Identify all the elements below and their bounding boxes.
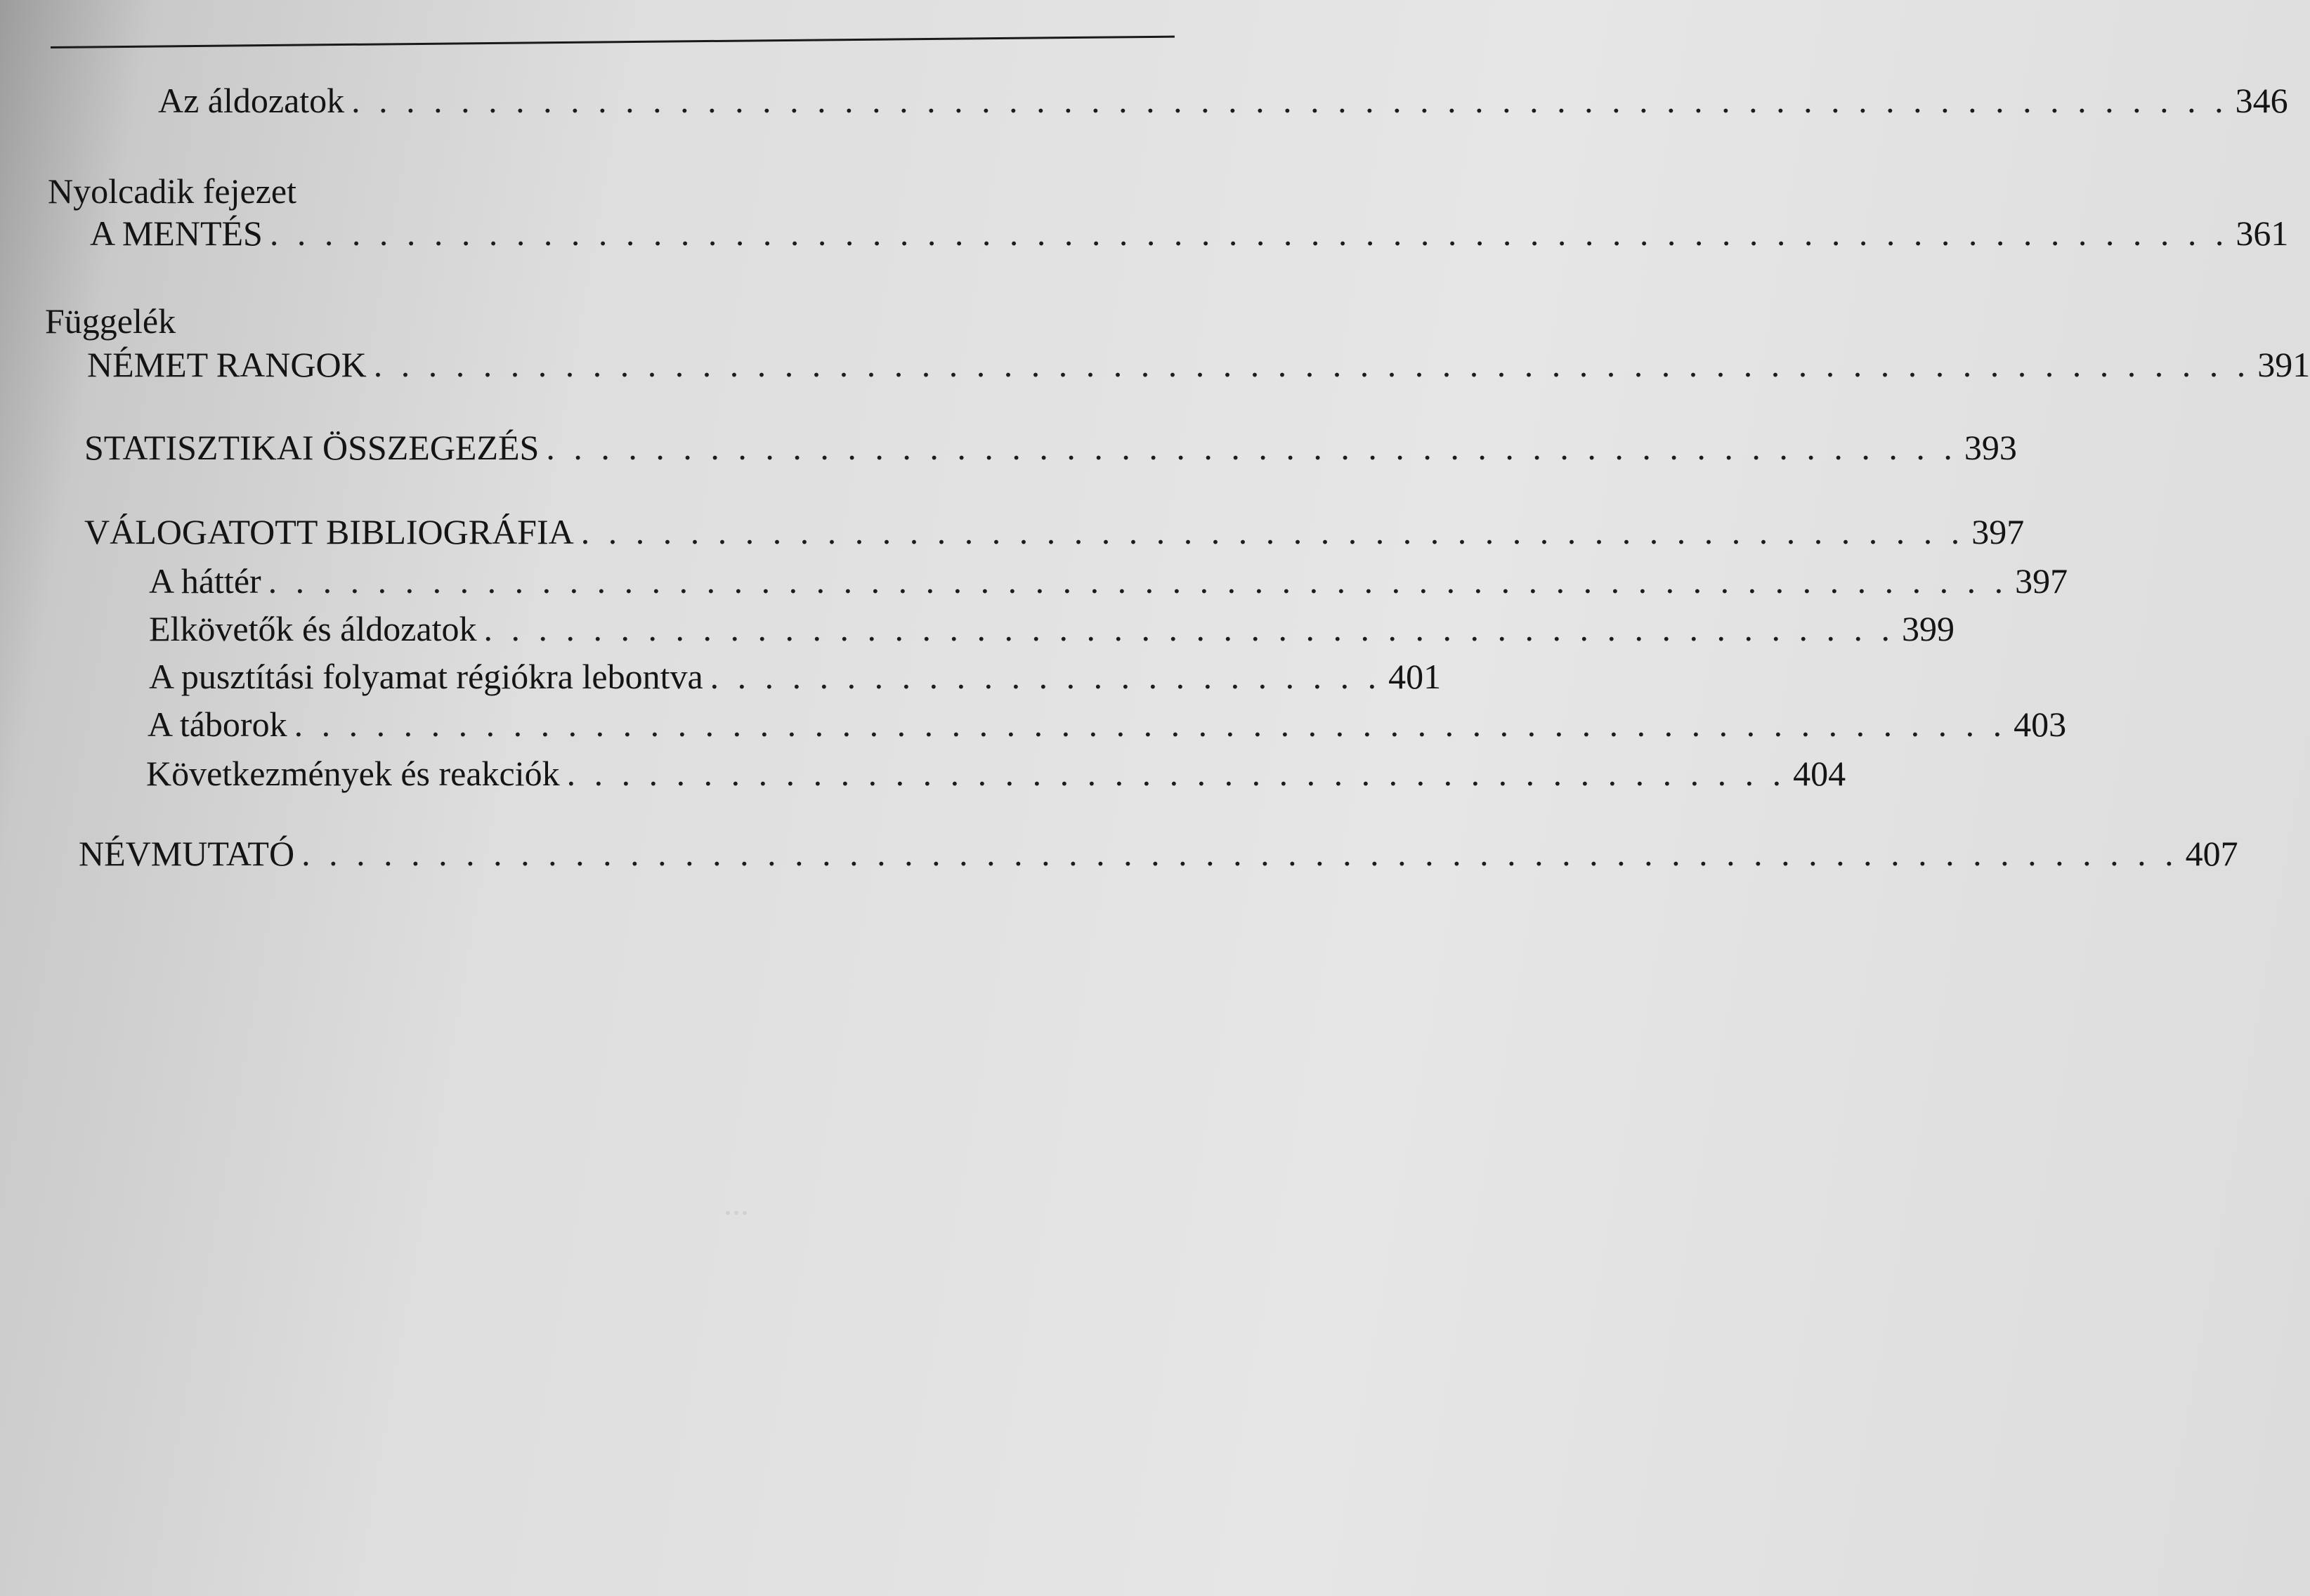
toc-page-number: 346 <box>2235 81 2288 120</box>
dot-leader: . . . . . . . . . . . . . . . . . . . . . . . . . . . . . . . . . . . . . . . . . . . . . . . . . . . . . . . . . . . . . . . . <box>268 561 2009 601</box>
toc-entry-a-mentes <box>90 214 2289 253</box>
toc-entry-title: A táborok <box>148 705 287 744</box>
dot-leader: . . . . . . . . . . . . . . . . . . . . . . . . . <box>710 657 1382 696</box>
toc-entry-statisztikai-osszegezes <box>84 428 2017 467</box>
toc-page-number: 361 <box>2236 214 2289 253</box>
toc-entry-title: Következmények és reakciók <box>146 754 560 793</box>
toc-entry-title: Elkövetők és áldozatok <box>149 609 477 648</box>
toc-entry-kovetkezmenyek-es-reakciok <box>146 754 1846 793</box>
top-rule <box>51 36 1175 48</box>
toc-entry-a-hatter <box>149 561 2068 601</box>
toc-entry-nevmutato <box>79 834 2238 873</box>
toc-page-number: 397 <box>1971 512 2025 551</box>
toc-page-number: 407 <box>2185 834 2238 873</box>
toc-entry-title: VÁLOGATOTT BIBLIOGRÁFIA <box>84 512 574 551</box>
toc-entry-nemet-rangok <box>87 345 2310 384</box>
toc-page-number: 403 <box>2014 705 2067 744</box>
toc-entry-title: STATISZTIKAI ÖSSZEGEZÉS <box>84 428 540 467</box>
dot-leader: . . . . . . . . . . . . . . . . . . . . . . . . . . . . . . . . . . . . . . . . . . . . . . . . . . . . <box>546 428 1957 467</box>
toc-entry-title: A MENTÉS <box>90 214 263 253</box>
toc-entry-title: Az áldozatok <box>158 81 345 120</box>
toc-page-number: 393 <box>1964 428 2017 467</box>
toc-page-number: 391 <box>2257 345 2310 384</box>
toc-entry-elkovetok-es-aldozatok <box>149 609 1955 648</box>
dot-leader: . . . . . . . . . . . . . . . . . . . . . . . . . . . . . . . . . . . . . . . . . . . . . . . . . . . <box>580 512 1965 551</box>
toc-entry-a-taborok <box>148 705 2067 744</box>
toc-page-number: 401 <box>1388 657 1442 696</box>
bleed-through-text: ... <box>724 1185 749 1222</box>
toc-entry-a-pusztitasi-folyamat <box>149 657 1442 696</box>
toc-entry-title: A háttér <box>149 561 261 601</box>
toc-entry-title: A pusztítási folyamat régiókra lebontva <box>149 657 703 696</box>
dot-leader: . . . . . . . . . . . . . . . . . . . . . . . . . . . . . . . . . . . . . . . . . . . . . . . . . . . . . . . . . . . . . . . <box>294 705 2007 744</box>
toc-page-number: 399 <box>1902 609 1955 648</box>
toc-entry-title: NÉVMUTATÓ <box>79 834 295 873</box>
toc-page-number: 397 <box>2015 561 2068 601</box>
toc-entry-az-aldozatok <box>158 81 2288 120</box>
dot-leader: . . . . . . . . . . . . . . . . . . . . . . . . . . . . . . . . . . . . . . . . . . . . . . . . . . . . . . . . . . . . . . . . . . . . . <box>373 345 2251 384</box>
chapter-label-eighth: Nyolcadik fejezet <box>48 171 296 211</box>
dot-leader: . . . . . . . . . . . . . . . . . . . . . . . . . . . . . . . . . . . . . . . . . . . . . . . . . . . . . . . . . . . . . . . . . . . . . <box>351 81 2229 120</box>
dot-leader: . . . . . . . . . . . . . . . . . . . . . . . . . . . . . . . . . . . . . . . . . . . . . . . . . . . . <box>483 609 1895 648</box>
dot-leader: . . . . . . . . . . . . . . . . . . . . . . . . . . . . . . . . . . . . . . . . . . . . . <box>566 754 1787 793</box>
appendix-label: Függelék <box>45 301 176 341</box>
dot-leader: . . . . . . . . . . . . . . . . . . . . . . . . . . . . . . . . . . . . . . . . . . . . . . . . . . . . . . . . . . . . . . . . . . . . . <box>301 834 2179 873</box>
dot-leader: . . . . . . . . . . . . . . . . . . . . . . . . . . . . . . . . . . . . . . . . . . . . . . . . . . . . . . . . . . . . . . . . . . . . . . . . <box>269 214 2229 253</box>
toc-entry-valogatott-bibliografia <box>84 512 2025 551</box>
toc-entry-title: NÉMET RANGOK <box>87 345 367 384</box>
toc-page-number: 404 <box>1793 754 1846 793</box>
